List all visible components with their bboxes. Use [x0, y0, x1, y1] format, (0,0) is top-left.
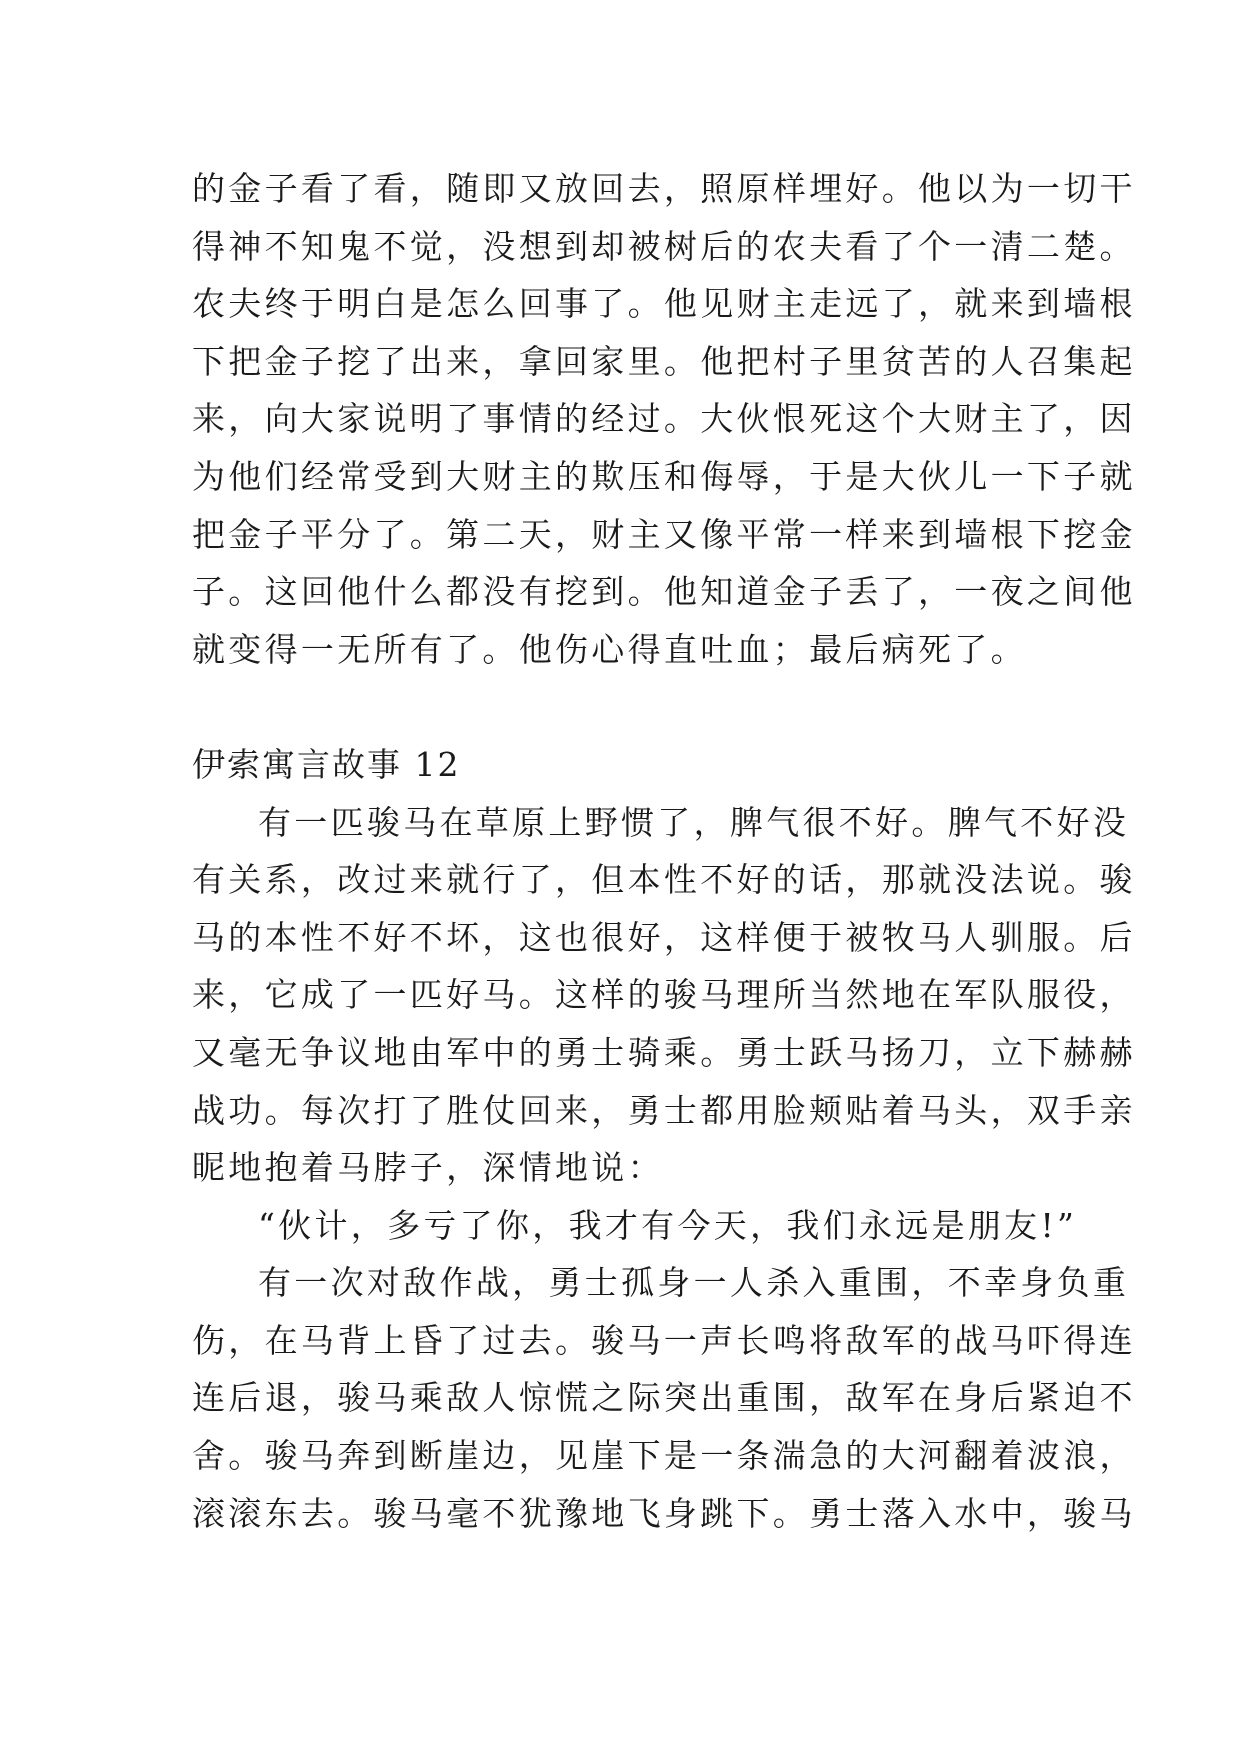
text-line: 把金子平分了。第二天，财主又像平常一样来到墙根下挖金 — [192, 514, 1136, 554]
text-line: 滚滚东去。骏马毫不犹豫地飞身跳下。勇士落入水中，骏马 — [192, 1493, 1136, 1533]
text-line: 昵地抱着马脖子，深情地说： — [192, 1148, 664, 1188]
section-title: 伊索寓言故事 12 — [192, 744, 461, 784]
text-line: 下把金子挖了出来，拿回家里。他把村子里贫苦的人召集起 — [192, 341, 1136, 381]
text-line: 战功。每次打了胜仗回来，勇士都用脸颊贴着马头，双手亲 — [192, 1090, 1136, 1130]
text-line: 来，它成了一匹好马。这样的骏马理所当然地在军队服役， — [192, 975, 1136, 1015]
text-line: 有一次对敌作战，勇士孤身一人杀入重围，不幸身负重 — [258, 1263, 1130, 1303]
text-line: 又毫无争议地由军中的勇士骑乘。勇士跃马扬刀，立下赫赫 — [192, 1032, 1136, 1072]
text-line: 伤，在马背上昏了过去。骏马一声长鸣将敌军的战马吓得连 — [192, 1320, 1136, 1360]
paragraph-gap — [192, 678, 1072, 736]
paragraph-gold-story — [192, 160, 1136, 678]
text-line: 舍。骏马奔到断崖边，见崖下是一条湍急的大河翻着波浪， — [192, 1436, 1136, 1476]
document-body — [192, 160, 1136, 1542]
text-line: 的金子看了看，随即又放回去，照原样埋好。他以为一切干 — [192, 169, 1136, 208]
text-line: 子。这回他什么都没有挖到。他知道金子丢了，一夜之间他 — [192, 572, 1136, 612]
text-line: 有关系，改过来就行了，但本性不好的话，那就没法说。骏 — [192, 860, 1136, 900]
quote-line: “伙计，多亏了你，我才有今天，我们永远是朋友!” — [258, 1205, 1078, 1245]
text-line: 连后退，骏马乘敌人惊慌之际突出重围，敌军在身后紧迫不 — [192, 1378, 1136, 1418]
text-line: 马的本性不好不坏，这也很好，这样便于被牧马人驯服。后 — [192, 917, 1136, 957]
text-line: 有一匹骏马在草原上野惯了，脾气很不好。脾气不好没 — [258, 802, 1130, 842]
text-line: 得神不知鬼不觉，没想到却被树后的农夫看了个一清二楚。 — [192, 226, 1136, 266]
paragraph-battle — [192, 1254, 1136, 1542]
text-line: 为他们经常受到大财主的欺压和侮辱，于是大伙儿一下子就 — [192, 456, 1136, 496]
text-line: 来，向大家说明了事情的经过。大伙恨死这个大财主了，因 — [192, 399, 1136, 439]
text-line: 农夫终于明白是怎么回事了。他见财主走远了，就来到墙根 — [192, 284, 1136, 324]
text-line: 就变得一无所有了。他伤心得直吐血；最后病死了。 — [192, 629, 1027, 669]
paragraph-horse-intro — [192, 794, 1136, 1197]
